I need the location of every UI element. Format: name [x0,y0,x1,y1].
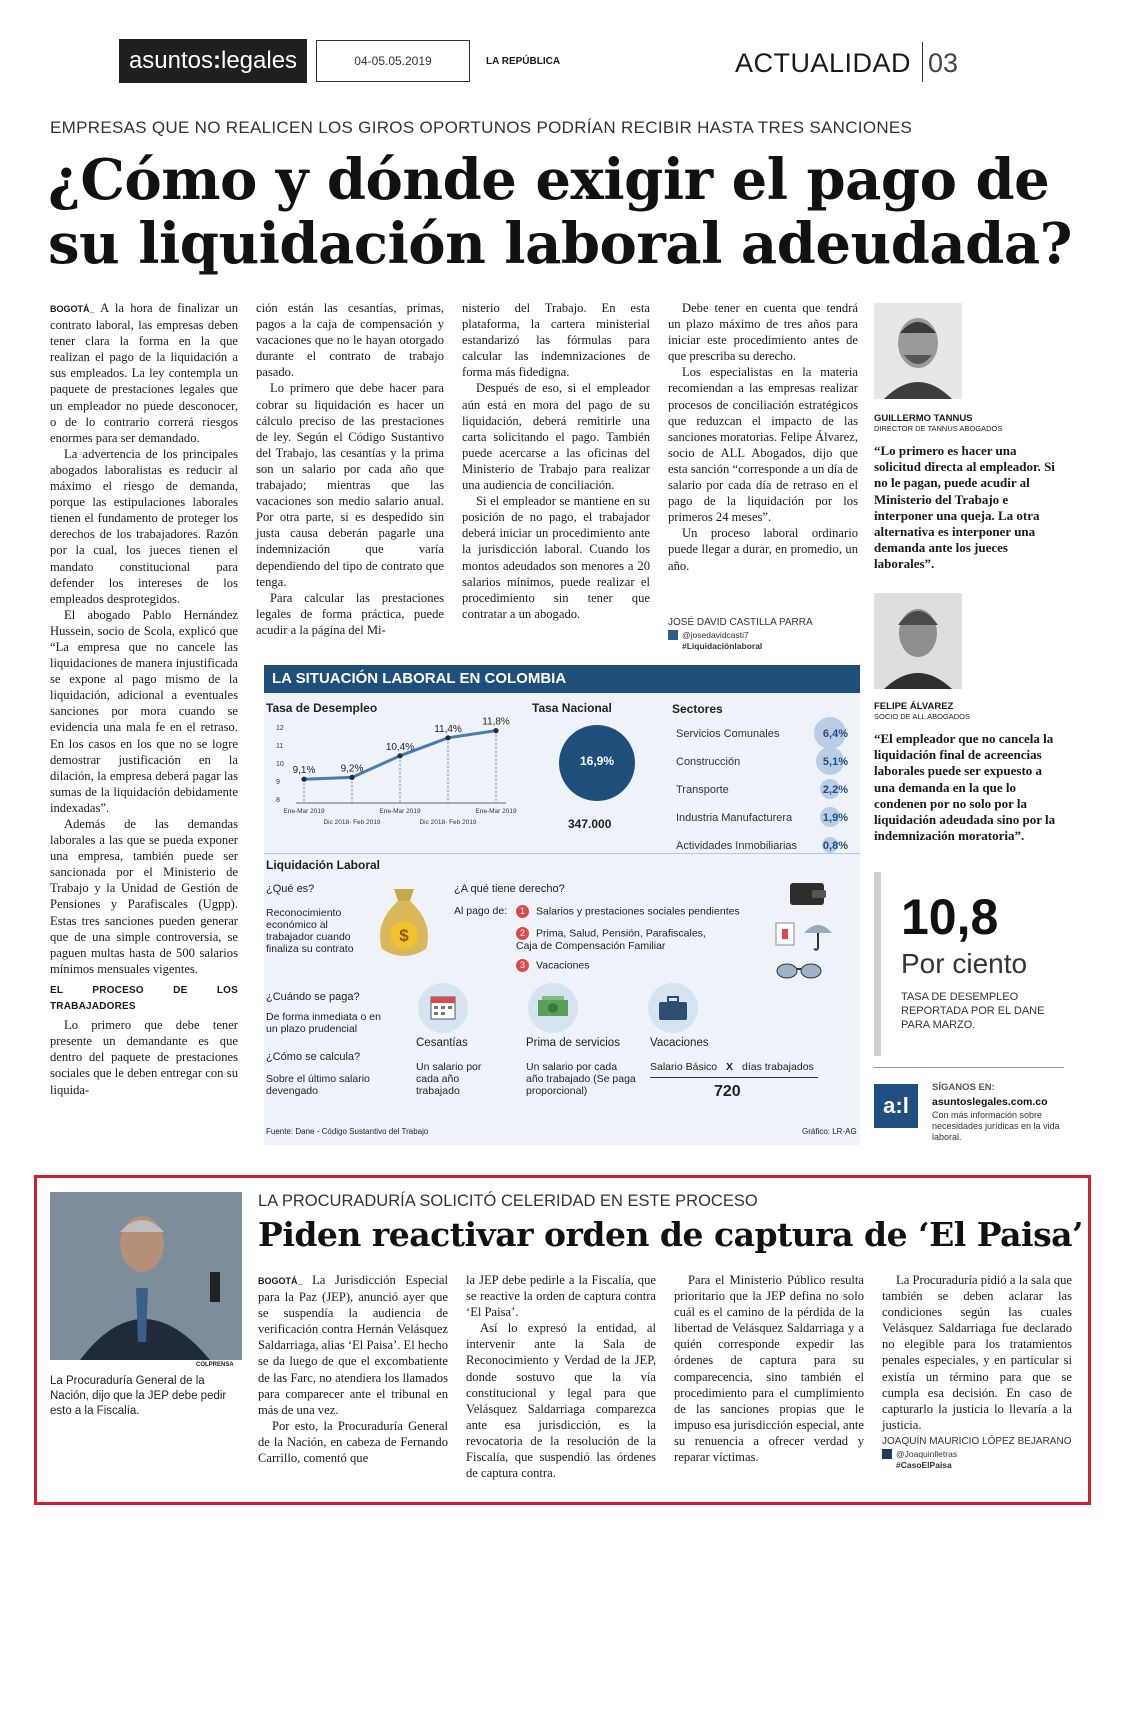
main-kicker: EMPRESAS QUE NO REALICEN LOS GIROS OPORTUNOS PODRÍAN RECIBIR HASTA TRES SANCIONES [50,118,913,137]
secondary-kicker: LA PROCURADURÍA SOLICITÓ CELERIDAD EN ESTE PROCESO [258,1192,758,1210]
main-column-1: BOGOTÁ_ A la hora de finalizar un contrato laboral, las empresas deben tener clara la forma en la que realizan el pago de la liquidación a sus empleados. La ley contempla un paquete de prestaciones legales que un empleador no puede desconocer, o de lo contrario correrá riesgos enormes para ser demandado. La advertencia de los principales abogados laboralistas es reducir al máximo el riesgo de demanda, porque las estipulaciones laborales tienen el fundamento de proteger los derechos de los trabajadores. Razón por la cual, los jueces tienen el mandato constitucional para defender los intereses de los empleados desprotegidos. El abogado Pablo Hernández Hussein, socio de Scola, explicó que “La empresa que no cancele las liquidaciones de manera injustificada se expone al pago mismo de la liquidación, adicional a eventuales sanciones por mora cuando se evidencia una mala fe en el retraso. En los casos en los que no se logre demostrar justificación en la dilación, la empresa deberá pagar las sumas de la liquidación debidamente indexadas”. Además de las demandas laborales a las que se pueda exponer una empresa, también puede ser sancionada por el Ministerio de Trabajo y la Unidad de Gestión de Pensiones y Parafiscales (Ugpp). Estas tres sanciones pueden generar que de una simple controversia, se paguen multas hasta de 500 salarios mínimos mensuales vigentes. EL PROCESO DE LOS TRABAJADORES Lo primero que debe tener presente un demandante es que dentro del paquete de prestaciones sociales que le deben entregar con su liquida- [50,301,238,1097]
sunglasses-icon [774,959,824,981]
x-tick-label: Ene-Mar 2019 [379,808,421,815]
cesantias-title: Cesantías [416,1037,468,1049]
liq-title: Liquidación Laboral [266,858,381,872]
main-column-4: Debe tener en cuenta que tendrá un plazo máximo de tres años para iniciar este procedimiento antes de que prescriba su derecho. Los especialistas en la materia recomiendan a las empresas realizar procesos de conciliación estratégicos que reduzcan el impacto de las sanciones moratorias. Felipe Álvarez, socio de ALL Abogados, dijo que esta sanción “corresponde a un día de salario por cada día de retraso en el pago de la liquidación por los primeros 24 meses”. Un proceso laboral ordinario puede llegar a durar, en promedio, un año. [668,301,858,573]
y-tick-label: 8 [276,797,280,804]
national-count: 347.000 [568,817,612,831]
rights-lead: Al pago de: [454,905,508,917]
sidebar-divider [874,1067,1064,1068]
main-column-2: ción están las cesantías, primas, pagos a la caja de compensación y vacaciones que no le hayan otorgado durante el contrato de trabajo pasado. Lo primero que debe hacer para cobrar su liquidación es hacer un cálculo preciso de las prestaciones de ley. Según el Código Sustantivo del Trabajo, las cesantías y la prima son un salario por cada año que trabajado; mientras que las vacaciones son medio salario anual. Por otra parte, si es despedido sin justa causa deberán pagarle una indemnización que varía dependiendo del tipo de contrato que tenga. Para calcular las prestaciones legales de forma práctica, puede acudir a la página del Mi- [256,301,444,637]
person1-role: DIRECTOR DE TANNUS ABOGADOS [874,424,1003,433]
y-tick-label: 10 [276,761,284,768]
right-item-3: 3 Vacaciones [516,959,590,972]
national-rate-circle [559,725,635,801]
follow-label: SÍGANOS EN: [932,1082,995,1093]
secondary-headline: Piden reactivar orden de captura de ‘El Paisa’ [258,1215,1084,1254]
main-headline-line2: su liquidación laboral adeudada? [48,211,1072,277]
follow-site[interactable]: asuntoslegales.com.co [932,1096,1048,1108]
twitter-icon [882,1449,892,1459]
issue-date: 04-05.05.2019 [316,40,470,82]
portrait-icon [874,593,962,689]
follow-description: Con más información sobre necesidades jurídicas en la vida laboral. [932,1110,1060,1142]
secondary-column-1: BOGOTÁ_ La Jurisdicción Especial para la Paz (JEP), anunció ayer que se suspendía la audiencia de verificación contra Hernán Velásquez Saldarriaga, alias ‘El Paisa’. El hecho se da luego de que el excombatiente de las Farc, no atendiera los llamados para comparecer ante el tribunal en más de una vez. Por esto, la Procuraduría General de la Nación, en cabeza de Fernando Carrillo, comentó que [258,1273,448,1466]
when-answer: De forma inmediata o en un plazo prudencial [266,1011,381,1035]
person1-name: GUILLERMO TANNUS [874,413,973,424]
x-tick-label: Dic 2018- Feb 2019 [419,819,477,826]
photo-caption: La Procuraduría General de la Nación, dijo que la JEP debe pedir esto a la Fiscalía. [50,1375,227,1417]
y-tick-label: 12 [276,725,284,732]
newspaper-name: LA REPÚBLICA [486,56,561,67]
quote-2: “El empleador que no cancela la liquidación final de acreencias laborales puede ser expuesto a una demanda en la que lo condenen por no solo por la liquidación adeudada sino por la indemnización moratoria”. [874,731,1056,844]
secondary-column-3: Para el Ministerio Público resulta prioritario que la JEP defina no solo cuál es el camino de la pérdida de la libertad de Velásquez Saldarriaga y a quién corresponde expedir las órdenes de captura para su comparecencia, sino también el procedimiento para el cumplimiento de las sanciones propias que le impuso esa jurisdicción especial, ante su renuencia a ofrecer verdad y reparar víctimas. [674,1273,864,1465]
big-number-box [874,872,1064,1056]
secondary-byline: JOAQUÍN MAURICIO LÓPEZ BEJARANO @Joaquinlletras #CasoElPaisa [882,1436,1072,1470]
right-item-2: 2 Prima, Salud, Pensión, Parafiscales, Caja de Compensación Familiar [516,927,706,952]
rights-question: ¿A qué tiene derecho? [454,883,565,895]
money-bag-icon [372,883,436,963]
x-tick-label: Dic 2018- Feb 2019 [323,819,381,826]
national-title: Tasa Nacional [532,701,612,715]
prima-desc: Un salario por cada año trabajado (Se paga proporcional) [526,1061,636,1097]
brand-logo: asuntos:legales [119,39,307,83]
sector-row [668,725,858,745]
when-question: ¿Cuándo se paga? [266,991,360,1003]
infographic-title: LA SITUACIÓN LABORAL EN COLOMBIA [264,665,860,693]
what-question: ¿Qué es? [266,883,315,895]
svg-text:$: $ [399,926,409,945]
chart-title: Tasa de Desempleo [266,701,378,715]
portrait-icon [50,1192,242,1360]
section-name: ACTUALIDAD [735,48,912,78]
suitcase-icon [648,983,698,1033]
page-number: 03 [928,48,959,78]
sector-name: Transporte [676,784,729,796]
main-headline-line1: ¿Cómo y dónde exigir el pago de [48,147,1050,213]
prima-title: Prima de servicios [526,1037,620,1049]
guillermo-tannus-photo [874,303,962,399]
infographic-panel [264,665,860,1145]
sector-value: 1,9% [822,812,848,824]
health-umbrella-icon [774,917,838,953]
sector-value: 2,2% [822,784,848,796]
procurador-photo [50,1192,242,1360]
data-label: 10,4% [385,741,415,753]
sector-row [668,753,858,773]
sector-row [668,837,858,857]
data-label: 11,8% [482,716,510,728]
cash-icon [528,983,578,1033]
number-badge: 1 [516,905,529,918]
data-label: 11,4% [434,723,462,735]
x-tick-label: Ene-Mar 2019 [283,808,325,815]
how-answer: Sobre el último salario devengado [266,1073,370,1097]
sector-value: 6,4% [822,728,848,740]
number-badge: 3 [516,959,529,972]
y-tick-label: 11 [276,743,284,750]
number-badge: 2 [516,927,529,940]
sector-name: Construcción [676,756,741,768]
data-point [397,753,402,758]
vacaciones-value: 720 [714,1083,741,1100]
photo-credit: COLPRENSA [196,1362,234,1368]
sector-value: 0,8% [822,840,848,852]
sector-name: Industria Manufacturera [676,812,793,824]
sectors-title: Sectores [672,702,723,716]
right-item-1: 1 Salarios y prestaciones sociales pendientes [516,905,740,918]
person2-name: FELIPE ÁLVAREZ [874,701,954,712]
section-divider [922,42,923,82]
sector-name: Actividades Inmobiliarias [676,840,798,852]
sector-value: 5,1% [822,756,848,768]
big-number-unit: Por ciento [901,948,1028,979]
quote-1: “Lo primero es hacer una solicitud directa al empleador. Si no le pagan, puede acudir al Ministerio del Trabajo e interponer una queja. La otra alternativa es interponer una demanda ante los jueces laborales”. [874,443,1055,572]
unemployment-line-chart [264,715,534,835]
felipe-alvarez-photo [874,593,962,689]
follow-logo: a:l [874,1084,918,1128]
data-point [493,728,498,733]
data-label: 9,2% [340,763,364,775]
sector-row [668,781,858,801]
person2-role: SOCIO DE ALL ABOGADOS [874,712,971,721]
y-tick-label: 9 [276,779,280,786]
sector-name: Servicios Comunales [676,728,780,740]
secondary-column-2: la JEP debe pedirle a la Fiscalía, que se reactive la orden de captura contra ‘El Paisa’. Así lo expresó la entidad, al intervenir ante la Sala de Reconocimiento y Verdad de la JEP, donde sostuvo que la vía constitucional y legal para que Velásquez Saldarriaga comparezca ante esa jurisdicción, es la revocatoria de la resolución de la Fiscalía, que suspendió las órdenes de captura contra. [466,1273,656,1481]
sector-row [668,809,858,829]
formula-divider [650,1077,818,1078]
x-tick-label: Ene-Mar 2019 [475,808,517,815]
main-column-3: nisterio del Trabajo. En esta plataforma, la cartera ministerial estandarizó las fórmulas para calcular las indemnizaciones de forma más fidedigna. Después de eso, si el empleador aún está en mora del pago de su liquidación, deberá remitirle una carta solicitando el pago. También puede acercarse a las oficinas del Ministerio de Trabajo para realizar una audiencia de conciliación. Si el empleador se mantiene en su posición de no pago, el trabajador deberá iniciar un procedimiento ante la jurisdicción laboral. Cuando los montos adeudados son menores a 20 salarios mínimos, puede realizar el procedimiento sin tener que contratar a un abogado. [462,301,650,621]
infographic-divider [264,853,860,854]
wallet-icon [788,879,828,907]
calendar-icon [418,983,468,1033]
cesantias-desc: Un salario por cada año trabajado [416,1061,482,1097]
main-byline: JOSÉ DAVID CASTILLA PARRA @josedavidcasti7 #Liquidaciónlaboral [668,617,813,651]
infographic-source: Fuente: Dane - Código Sustantivo del Trabajo [266,1127,429,1136]
big-number-caption: TASA DE DESEMPLEO REPORTADA POR EL DANE PARA MARZO. [901,991,1045,1031]
data-label: 9,1% [292,765,316,777]
infographic-credit: Gráfico: LR-AG [802,1127,857,1136]
data-point [301,777,306,782]
secondary-column-4: La Procuraduría pidió a la sala que también se deben aclarar las condiciones según las cuales Velásquez Saldarriaga fue declarado no elegible para los tratamientos penales especiales, y en particular si existía un término para que se cumpla esa decisión. En caso de capturarlo la justicia lo llevaría a la justicia. [882,1273,1072,1432]
data-point [349,775,354,780]
what-answer: Reconocimiento económico al trabajador cuando finaliza su contrato [266,907,354,955]
portrait-icon [874,303,962,399]
subheading: EL PROCESO DE LOS TRABAJADORES [50,984,238,1013]
big-number: 10,8 [901,889,999,945]
how-question: ¿Cómo se calcula? [266,1051,361,1063]
twitter-icon [668,630,678,640]
data-point [445,735,450,740]
vacaciones-title: Vacaciones [650,1037,709,1049]
national-rate-value: 16,9% [579,754,615,768]
vacaciones-formula: Salario Básico X días trabajados [650,1061,814,1073]
